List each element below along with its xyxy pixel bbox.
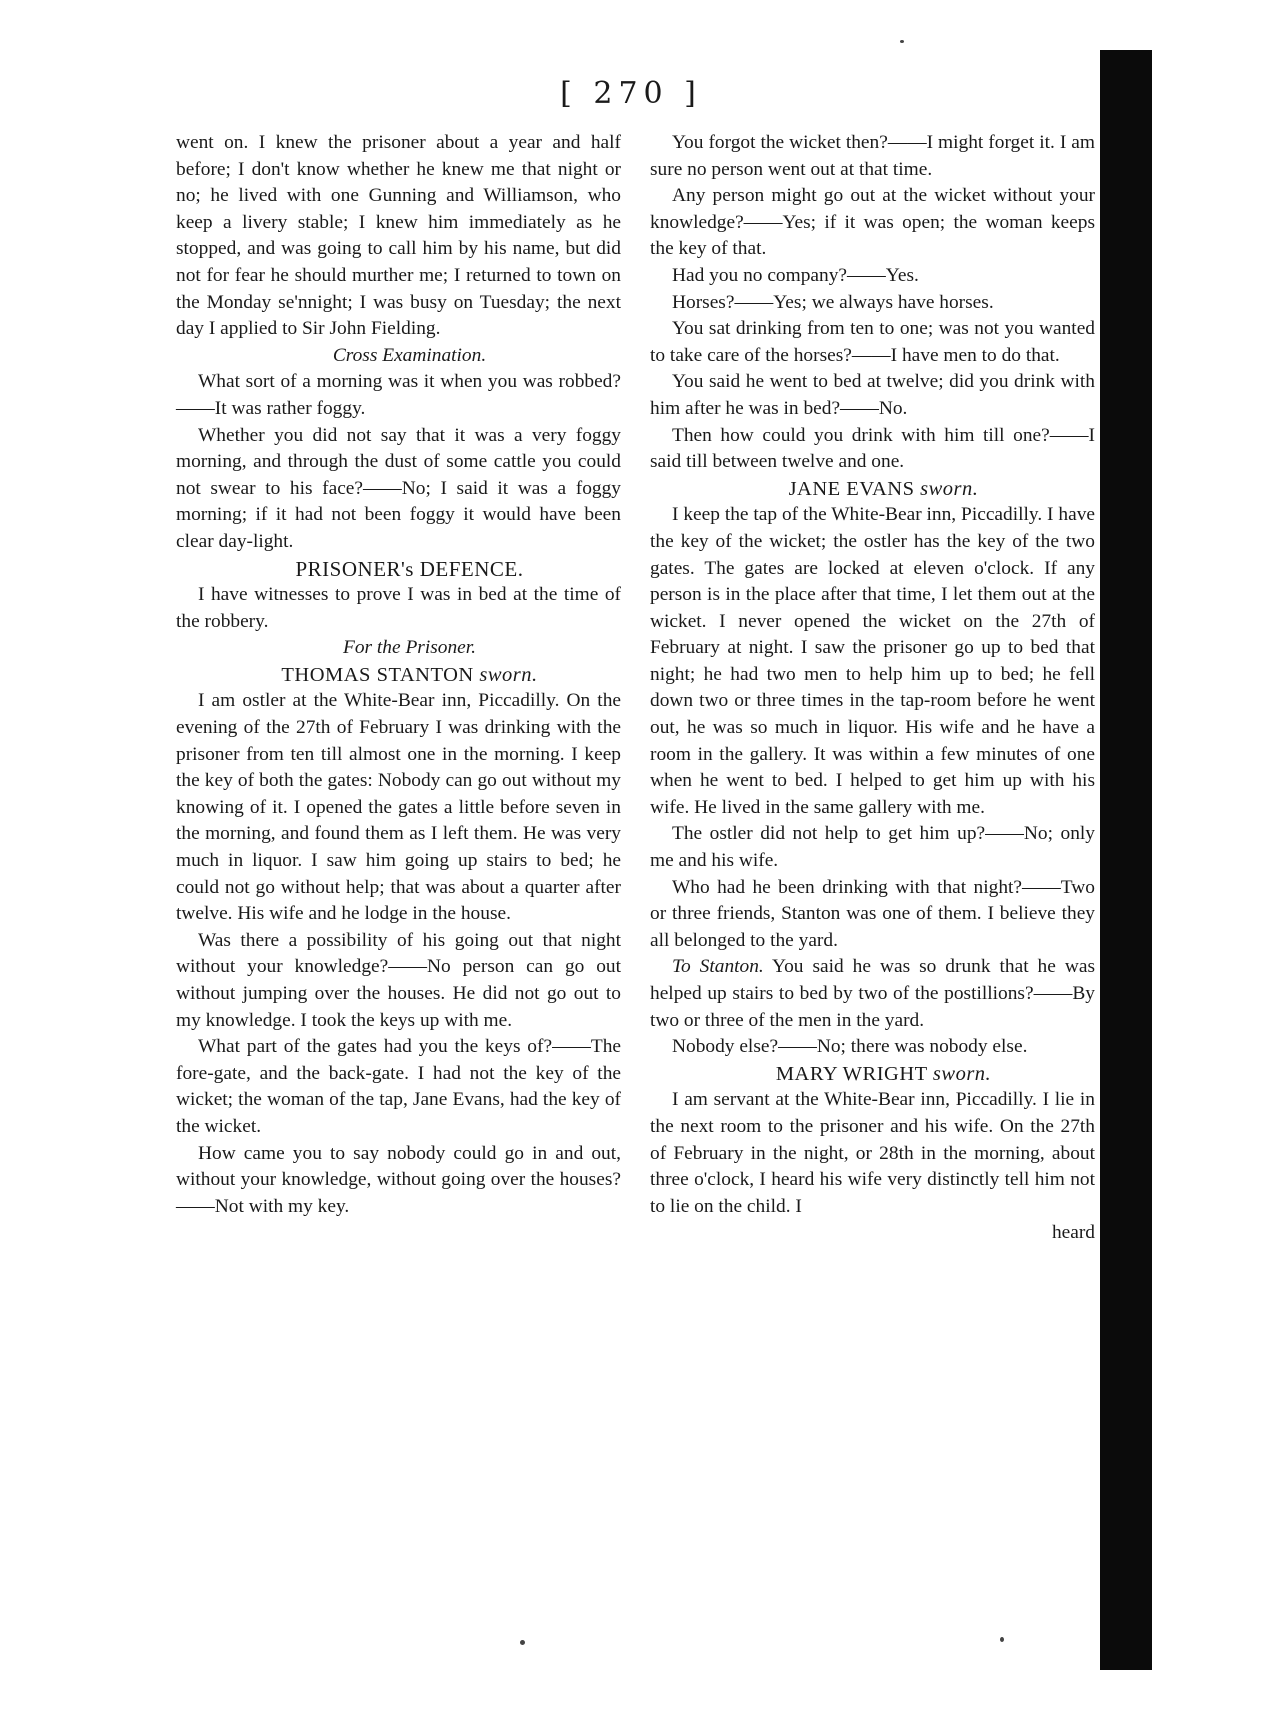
paragraph: What sort of a morning was it when you was robbed?——It was rather foggy.	[176, 371, 621, 419]
paragraph: Horses?——Yes; we always have horses.	[672, 291, 994, 313]
witness-name: THOMAS STANTON	[281, 663, 474, 686]
paragraph: What part of the gates had you the keys of?——The fore-gate, and the back-gate. I had not the key of the wicket; the woman of the tap, Jane Evans, had the key of the wicket.	[176, 1036, 621, 1137]
paragraph: The ostler did not help to get him up?——No; only me and his wife.	[650, 823, 1095, 872]
paragraph: You forgot the wicket then?——I might forget it. I am sure no person went out at that time.	[650, 132, 1095, 180]
paragraph: How came you to say nobody could go in and out, without your knowledge, without going over the houses?——Not with my key.	[176, 1142, 621, 1217]
paragraph: I am servant at the White-Bear inn, Piccadilly. I lie in the next room to the prisoner and his wife. On the 27th of February in the night, or 28th in the morning, about three o'clock, I heard his wife very distinctly tell him not to lie on the child. I	[650, 1089, 1095, 1217]
witness-heading-stanton	[176, 662, 621, 689]
paragraph: Any person might go out at the wicket without your knowledge?——Yes; if it was open; the woman keeps the key of that.	[650, 185, 1095, 260]
catchword: heard	[1051, 1222, 1095, 1244]
paragraph: Nobody else?——No; there was nobody else.	[672, 1036, 1028, 1058]
paragraph: Had you no company?——Yes.	[672, 264, 919, 286]
paragraph: You sat drinking from ten to one; was not you wanted to take care of the horses?——I have men to do that.	[650, 318, 1095, 366]
paragraph: I keep the tap of the White-Bear inn, Piccadilly. I have the key of the wicket; the ostler has the key of the two gates. The gates are locked at eleven o'clock. If any person is in the place after that time, I let them out at the wicket. I never opened the wicket on the 27th of February at night. I saw the prisoner go up to bed that night; he had two men to help him up to bed; he fell down two or three times in the tap-room before he went out, he was so much in liquor. His wife and he have a room in the gallery. It was within a few minutes of one when he went to bed. I helped to get him up with his wife. He lived in the same gallery with me.	[650, 504, 1095, 818]
sworn-label: sworn.	[920, 477, 979, 500]
for-prisoner-heading: For the Prisoner.	[342, 637, 477, 659]
paragraph: Was there a possibility of his going out that night without your knowledge?——No person can go out without jumping over the houses. He did not go out to my knowledge. I took the keys up with me.	[176, 929, 621, 1031]
defence-heading: PRISONER's DEFENCE.	[295, 556, 524, 581]
scan-speck	[900, 40, 904, 43]
paragraph: You said he went to bed at twelve; did you drink with him after he was in bed?——No.	[650, 371, 1095, 419]
scan-speck	[520, 1640, 525, 1645]
paragraph: Who had he been drinking with that night?——Two or three friends, Stanton was one of them. I believe they all belonged to the yard.	[650, 876, 1095, 951]
right-column	[650, 130, 1095, 1247]
paragraph: Then how could you drink with him till one?——I said till between twelve and one.	[650, 424, 1095, 473]
paragraph: I have witnesses to prove I was in bed at the time of the robbery.	[176, 584, 621, 632]
paragraph	[650, 954, 1095, 1034]
left-column	[176, 130, 621, 1220]
to-stanton-label: To Stanton.	[672, 956, 764, 978]
scan-edge-bar	[1100, 50, 1152, 1670]
witness-heading-wright	[650, 1061, 1095, 1088]
witness-heading-evans	[650, 476, 1095, 503]
paragraph: went on. I knew the prisoner about a year and half before; I don't know whether he knew me that night or no; he lived with one Gunning and Williamson, who keep a livery stable; I knew him immediately as he stopped, and was going to call him by his name, but did not for fear he should murther me; I returned to town on the Monday se'nnight; I was busy on Tuesday; the next day I applied to Sir John Fielding.	[176, 132, 621, 340]
witness-name: JANE EVANS	[788, 477, 915, 500]
paragraph-text: You said he was so drunk that he was helped up stairs to bed by two of the postillions?——By two or three of the men in the yard.	[650, 956, 1095, 1031]
page-number: [ 270 ]	[560, 76, 702, 111]
scan-speck	[1000, 1637, 1004, 1642]
paragraph: Whether you did not say that it was a very foggy morning, and through the dust of some cattle you could not swear to his face?——No; I said it was a foggy morning; if it had not been foggy it would have been clear day-light.	[176, 424, 621, 552]
cross-examination-heading: Cross Examination.	[332, 344, 487, 366]
paragraph: I am ostler at the White-Bear inn, Piccadilly. On the evening of the 27th of February I was drinking with the prisoner from ten till almost one in the morning. I keep the key of both the gates: Nobody can go out without my knowing of it. I opened the gates a little before seven in the morning, and found them as I left them. He was very much in liquor. I saw him going up stairs to bed; he could not go without help; that was about a quarter after twelve. His wife and he lodge in the house.	[176, 690, 621, 925]
witness-name: MARY WRIGHT	[775, 1062, 928, 1085]
sworn-label: sworn.	[479, 663, 538, 686]
sworn-label: sworn.	[932, 1062, 992, 1085]
